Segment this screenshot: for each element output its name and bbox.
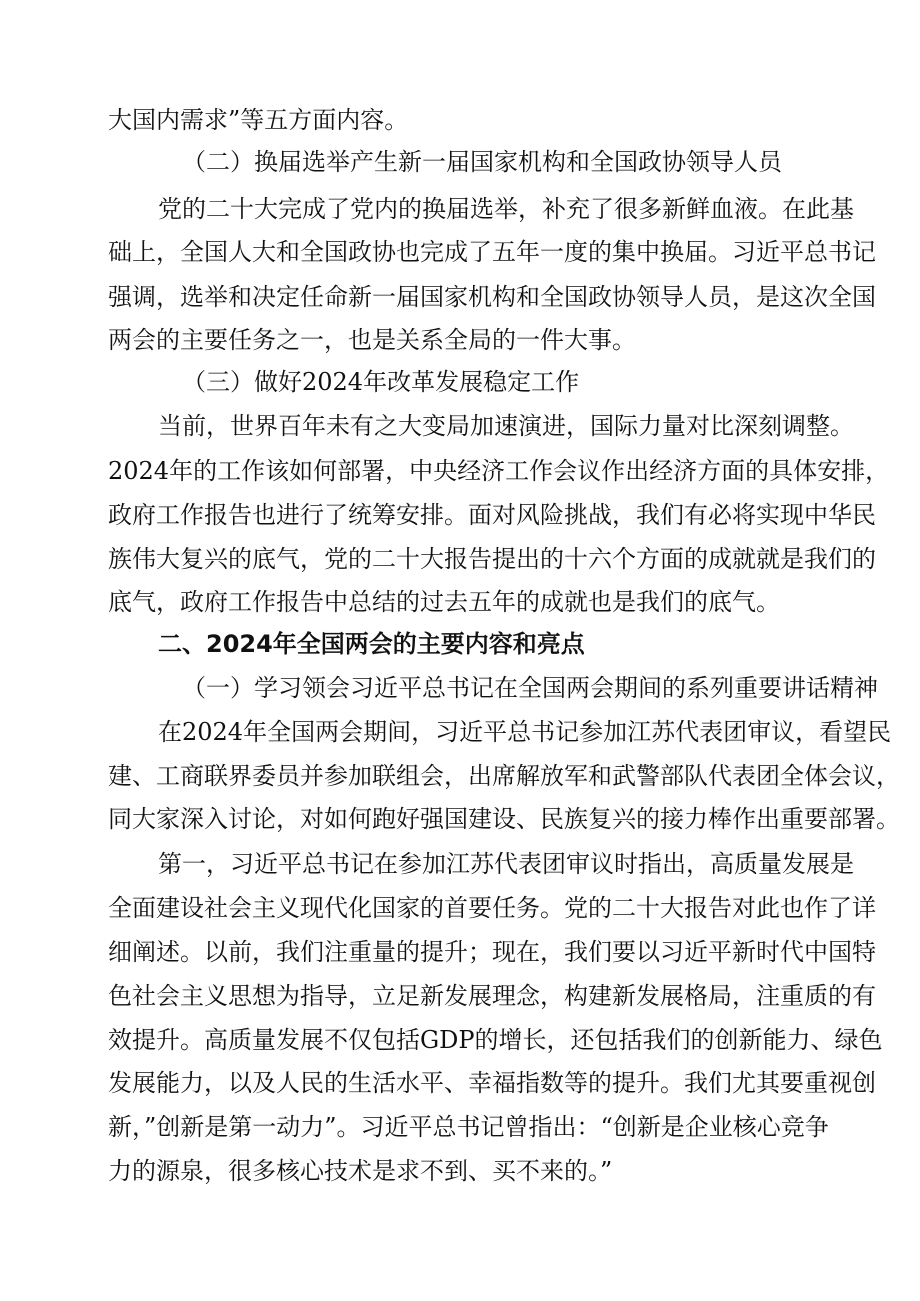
paragraph-line: 同大家深入讨论，对如何跑好强国建设、民族复兴的接力棒作出重要部署。 <box>108 805 900 833</box>
paragraph-line: 细阐述。以前，我们注重量的提升；现在，我们要以习近平新时代中国特 <box>108 938 876 966</box>
paragraph-line: 发展能力，以及人民的生活水平、幸福指数等的提升。我们尤其要重视创 <box>108 1069 876 1097</box>
paragraph-line: 新，”创新是第一动力”。习近平总书记曾指出：“创新是企业核心竞争 <box>108 1113 829 1141</box>
paragraph-line: 政府工作报告也进行了统筹安排。面对风险挑战，我们有必将实现中华民 <box>108 501 876 529</box>
paragraph-line: 底气，政府工作报告中总结的过去五年的成就也是我们的底气。 <box>108 588 780 616</box>
paragraph-line: 大国内需求”等五方面内容。 <box>108 106 409 134</box>
section-heading: 二、2024年全国两会的主要内容和亮点 <box>158 630 585 658</box>
paragraph-line: 全面建设社会主义现代化国家的首要任务。党的二十大报告对此也作了详 <box>108 894 876 922</box>
paragraph-line: 强调，选举和决定任命新一届国家机构和全国政协领导人员，是这次全国 <box>108 283 876 311</box>
paragraph-line: 效提升。高质量发展不仅包括GDP的增长，还包括我们的创新能力、绿色 <box>108 1026 883 1054</box>
paragraph-line: 族伟大复兴的底气，党的二十大报告提出的十六个方面的成就就是我们的 <box>108 545 876 573</box>
paragraph-line: 建、工商联界委员并参加联组会，出席解放军和武警部队代表团全体会议， <box>108 762 900 790</box>
paragraph-line: 础上，全国人大和全国政协也完成了五年一度的集中换届。习近平总书记 <box>108 238 876 266</box>
paragraph-line: 第一，习近平总书记在参加江苏代表团审议时指出，高质量发展是 <box>158 850 854 878</box>
subsection-heading: （一）学习领会习近平总书记在全国两会期间的系列重要讲话精神 <box>182 674 878 702</box>
paragraph-line: 力的源泉，很多核心技术是求不到、买不来的。” <box>108 1157 613 1185</box>
paragraph-line: 在2024年全国两会期间，习近平总书记参加江苏代表团审议，看望民 <box>158 718 892 746</box>
subsection-heading: （三）做好2024年改革发展稳定工作 <box>182 368 580 396</box>
paragraph-line: 党的二十大完成了党内的换届选举，补充了很多新鲜血液。在此基 <box>158 195 854 223</box>
paragraph-line: 2024年的工作该如何部署，中央经济工作会议作出经济方面的具体安排， <box>108 457 890 485</box>
subsection-heading: （二）换届选举产生新一届国家机构和全国政协领导人员 <box>182 148 782 176</box>
paragraph-line: 两会的主要任务之一，也是关系全局的一件大事。 <box>108 326 636 354</box>
paragraph-line: 色社会主义思想为指导，立足新发展理念，构建新发展格局，注重质的有 <box>108 982 876 1010</box>
paragraph-line: 当前，世界百年未有之大变局加速演进，国际力量对比深刻调整。 <box>158 412 854 440</box>
